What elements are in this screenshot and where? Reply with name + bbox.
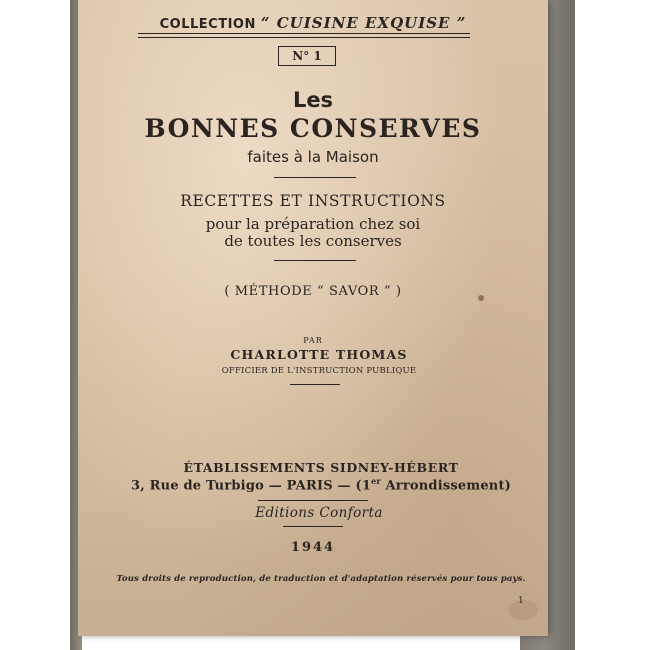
divider <box>274 177 356 178</box>
subtitle-line-3: de toutes les conserves <box>224 232 402 250</box>
title-line-2: BONNES CONSERVES <box>144 114 482 143</box>
rights-notice: Tous droits de reproduction, de traduction et d'adaptation réservés pour tous pays. <box>116 574 526 584</box>
book-cover-page <box>78 0 548 636</box>
address-end: Arrondissement) <box>380 478 512 494</box>
publisher-name: ÉTABLISSEMENTS SIDNEY-HÉBERT <box>183 460 459 475</box>
publication-year: 1944 <box>290 540 336 555</box>
divider <box>290 384 340 385</box>
author-name: CHARLOTTE THOMAS <box>230 347 408 362</box>
divider <box>283 526 343 527</box>
volume-number-box: N° 1 <box>278 46 336 66</box>
publisher-address <box>86 476 556 493</box>
header-rule <box>138 37 470 38</box>
title-line-3: faites à la Maison <box>247 148 379 166</box>
collection-prefix: COLLECTION <box>159 17 256 32</box>
collection-name: “ CUISINE EXQUISE ” <box>260 14 467 32</box>
editions-label: Editions Conforta <box>255 505 383 521</box>
collection-header <box>78 14 548 32</box>
divider <box>258 500 368 501</box>
header-rule <box>138 33 470 34</box>
divider <box>274 260 356 261</box>
by-label: PAR <box>303 336 323 345</box>
page-number: 1 <box>518 596 524 606</box>
method-label: ( MÉTHODE “ SAVOR ” ) <box>224 284 402 299</box>
subtitle-line-2: pour la préparation chez soi <box>205 215 421 233</box>
address-superscript: er <box>371 476 381 486</box>
title-line-1: Les <box>292 88 334 112</box>
subtitle-line-1: RECETTES ET INSTRUCTIONS <box>180 192 446 210</box>
author-title: OFFICIER DE L'INSTRUCTION PUBLIQUE <box>221 366 417 376</box>
address-main: 3, Rue de Turbigo — PARIS — (1 <box>130 478 372 494</box>
